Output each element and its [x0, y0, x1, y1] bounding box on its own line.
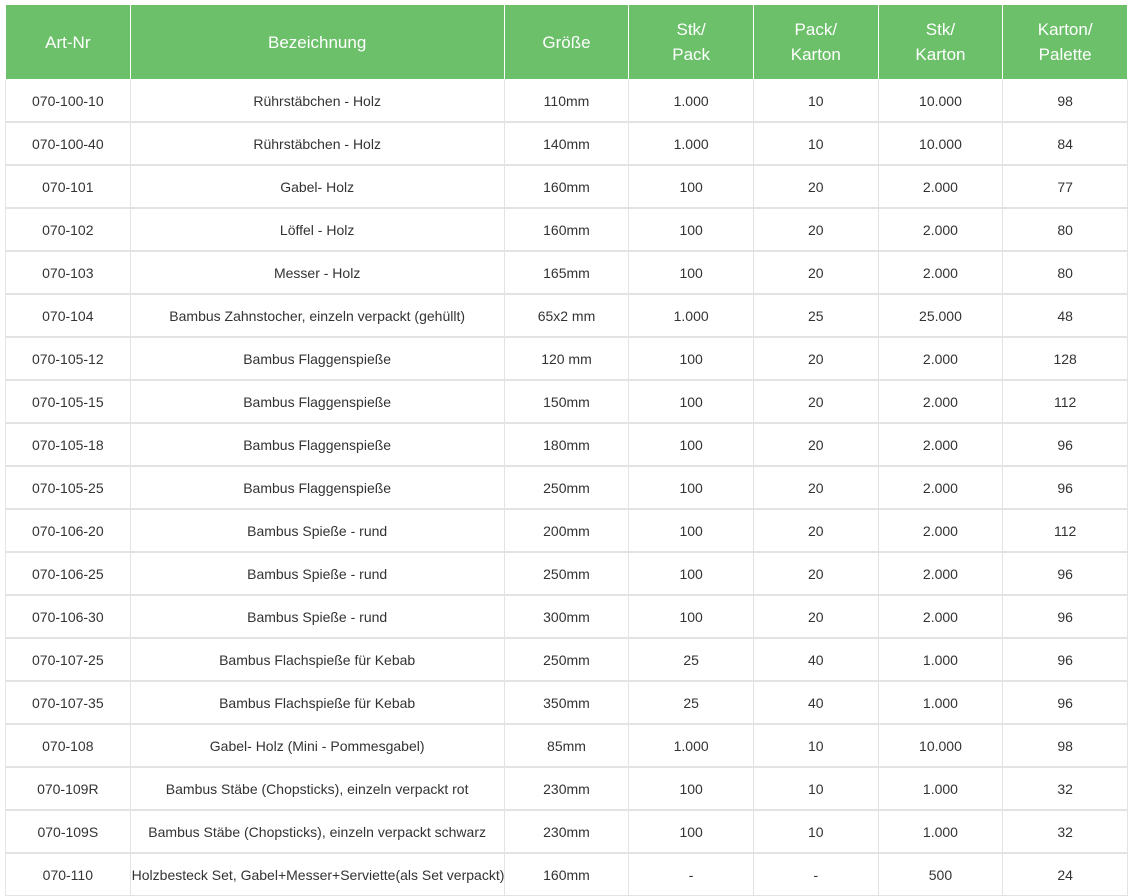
cell-pack-karton: 10 — [753, 80, 878, 123]
cell-karton-palette: 96 — [1003, 423, 1128, 466]
cell-stk-karton: 2.000 — [878, 251, 1003, 294]
cell-pack-karton: 20 — [753, 208, 878, 251]
cell-bezeichnung: Löffel - Holz — [130, 208, 504, 251]
cell-karton-palette: 112 — [1003, 509, 1128, 552]
cell-pack-karton: 40 — [753, 681, 878, 724]
cell-karton-palette: 32 — [1003, 810, 1128, 853]
cell-stk-karton: 2.000 — [878, 509, 1003, 552]
cell-stk-pack: 100 — [629, 165, 754, 208]
cell-bezeichnung: Bambus Flaggenspieße — [130, 423, 504, 466]
cell-karton-palette: 48 — [1003, 294, 1128, 337]
cell-pack-karton: 40 — [753, 638, 878, 681]
cell-pack-karton: - — [753, 853, 878, 896]
product-table — [5, 4, 1128, 896]
cell-bezeichnung: Bambus Flaggenspieße — [130, 337, 504, 380]
cell-stk-pack: 100 — [629, 208, 754, 251]
cell-groesse: 230mm — [504, 767, 629, 810]
header-karton-palette — [1003, 5, 1128, 80]
header-stk-pack — [629, 5, 754, 80]
cell-art-nr: 070-108 — [6, 724, 131, 767]
header-stk-karton-line1: Stk/ — [925, 20, 956, 39]
cell-karton-palette: 96 — [1003, 595, 1128, 638]
cell-bezeichnung: Bambus Spieße - rund — [130, 509, 504, 552]
cell-pack-karton: 20 — [753, 595, 878, 638]
product-table-container — [5, 4, 1128, 896]
cell-art-nr: 070-105-15 — [6, 380, 131, 423]
header-karton-palette-line1: Karton/ — [1037, 20, 1093, 39]
cell-stk-pack: 100 — [629, 595, 754, 638]
table-row — [6, 423, 1128, 466]
cell-pack-karton: 20 — [753, 552, 878, 595]
header-pack-karton — [753, 5, 878, 80]
cell-stk-karton: 25.000 — [878, 294, 1003, 337]
cell-art-nr: 070-109S — [6, 810, 131, 853]
cell-stk-pack: 25 — [629, 638, 754, 681]
cell-stk-pack: 1.000 — [629, 294, 754, 337]
cell-stk-pack: 100 — [629, 423, 754, 466]
table-row — [6, 294, 1128, 337]
cell-stk-karton: 2.000 — [878, 552, 1003, 595]
cell-art-nr: 070-102 — [6, 208, 131, 251]
table-row — [6, 380, 1128, 423]
cell-groesse: 85mm — [504, 724, 629, 767]
cell-karton-palette: 96 — [1003, 552, 1128, 595]
table-row — [6, 681, 1128, 724]
cell-karton-palette: 128 — [1003, 337, 1128, 380]
cell-art-nr: 070-105-12 — [6, 337, 131, 380]
header-pack-karton-line1: Pack/ — [794, 20, 838, 39]
cell-bezeichnung: Gabel- Holz — [130, 165, 504, 208]
cell-stk-pack: 100 — [629, 337, 754, 380]
cell-pack-karton: 20 — [753, 165, 878, 208]
table-row — [6, 810, 1128, 853]
cell-groesse: 250mm — [504, 638, 629, 681]
cell-bezeichnung: Bambus Flaggenspieße — [130, 466, 504, 509]
cell-bezeichnung: Messer - Holz — [130, 251, 504, 294]
cell-stk-karton: 2.000 — [878, 423, 1003, 466]
cell-stk-karton: 2.000 — [878, 466, 1003, 509]
cell-stk-karton: 500 — [878, 853, 1003, 896]
header-art-nr: Art-Nr — [6, 5, 131, 80]
table-row — [6, 251, 1128, 294]
cell-pack-karton: 20 — [753, 423, 878, 466]
cell-bezeichnung: Holzbesteck Set, Gabel+Messer+Serviette(als Set verpackt) — [130, 853, 504, 896]
cell-pack-karton: 25 — [753, 294, 878, 337]
header-stk-karton — [878, 5, 1003, 80]
table-row — [6, 509, 1128, 552]
cell-groesse: 300mm — [504, 595, 629, 638]
cell-pack-karton: 20 — [753, 466, 878, 509]
cell-bezeichnung: Bambus Spieße - rund — [130, 595, 504, 638]
header-pack-karton-line2: Karton — [790, 45, 841, 64]
cell-stk-karton: 2.000 — [878, 595, 1003, 638]
cell-karton-palette: 96 — [1003, 681, 1128, 724]
cell-stk-pack: 1.000 — [629, 724, 754, 767]
cell-art-nr: 070-105-18 — [6, 423, 131, 466]
cell-stk-pack: 100 — [629, 380, 754, 423]
cell-stk-pack: 100 — [629, 810, 754, 853]
cell-groesse: 350mm — [504, 681, 629, 724]
cell-groesse: 180mm — [504, 423, 629, 466]
cell-pack-karton: 10 — [753, 122, 878, 165]
table-row — [6, 552, 1128, 595]
table-row — [6, 466, 1128, 509]
cell-karton-palette: 112 — [1003, 380, 1128, 423]
cell-stk-pack: 100 — [629, 767, 754, 810]
cell-art-nr: 070-104 — [6, 294, 131, 337]
cell-art-nr: 070-106-25 — [6, 552, 131, 595]
cell-groesse: 140mm — [504, 122, 629, 165]
cell-bezeichnung: Bambus Flachspieße für Kebab — [130, 638, 504, 681]
cell-groesse: 200mm — [504, 509, 629, 552]
cell-stk-karton: 1.000 — [878, 681, 1003, 724]
cell-stk-karton: 10.000 — [878, 122, 1003, 165]
cell-art-nr: 070-105-25 — [6, 466, 131, 509]
table-row — [6, 80, 1128, 123]
cell-bezeichnung: Bambus Flaggenspieße — [130, 380, 504, 423]
header-groesse: Größe — [504, 5, 629, 80]
cell-bezeichnung: Bambus Stäbe (Chopsticks), einzeln verpackt rot — [130, 767, 504, 810]
table-row — [6, 595, 1128, 638]
cell-stk-pack: 100 — [629, 552, 754, 595]
cell-art-nr: 070-110 — [6, 853, 131, 896]
table-row — [6, 724, 1128, 767]
cell-karton-palette: 98 — [1003, 80, 1128, 123]
cell-karton-palette: 32 — [1003, 767, 1128, 810]
cell-groesse: 160mm — [504, 208, 629, 251]
cell-karton-palette: 24 — [1003, 853, 1128, 896]
cell-karton-palette: 98 — [1003, 724, 1128, 767]
cell-groesse: 160mm — [504, 853, 629, 896]
cell-stk-karton: 2.000 — [878, 380, 1003, 423]
cell-stk-pack: 1.000 — [629, 122, 754, 165]
cell-art-nr: 070-101 — [6, 165, 131, 208]
cell-stk-karton: 1.000 — [878, 767, 1003, 810]
cell-bezeichnung: Bambus Zahnstocher, einzeln verpackt (gehüllt) — [130, 294, 504, 337]
cell-art-nr: 070-106-20 — [6, 509, 131, 552]
cell-pack-karton: 10 — [753, 767, 878, 810]
cell-pack-karton: 10 — [753, 810, 878, 853]
header-karton-palette-line2: Palette — [1038, 45, 1092, 64]
cell-pack-karton: 10 — [753, 724, 878, 767]
cell-karton-palette: 80 — [1003, 208, 1128, 251]
cell-stk-pack: 25 — [629, 681, 754, 724]
cell-groesse: 165mm — [504, 251, 629, 294]
cell-groesse: 250mm — [504, 552, 629, 595]
cell-stk-pack: 1.000 — [629, 80, 754, 123]
cell-art-nr: 070-100-40 — [6, 122, 131, 165]
cell-groesse: 120 mm — [504, 337, 629, 380]
cell-stk-karton: 2.000 — [878, 337, 1003, 380]
header-bezeichnung: Bezeichnung — [130, 5, 504, 80]
cell-karton-palette: 77 — [1003, 165, 1128, 208]
cell-groesse: 110mm — [504, 80, 629, 123]
cell-pack-karton: 20 — [753, 337, 878, 380]
cell-bezeichnung: Bambus Spieße - rund — [130, 552, 504, 595]
table-row — [6, 767, 1128, 810]
cell-bezeichnung: Bambus Stäbe (Chopsticks), einzeln verpackt schwarz — [130, 810, 504, 853]
cell-art-nr: 070-100-10 — [6, 80, 131, 123]
cell-stk-karton: 1.000 — [878, 638, 1003, 681]
table-row — [6, 853, 1128, 896]
cell-bezeichnung: Bambus Flachspieße für Kebab — [130, 681, 504, 724]
table-row — [6, 638, 1128, 681]
cell-karton-palette: 84 — [1003, 122, 1128, 165]
cell-karton-palette: 96 — [1003, 638, 1128, 681]
cell-stk-pack: 100 — [629, 509, 754, 552]
cell-pack-karton: 20 — [753, 251, 878, 294]
cell-stk-pack: - — [629, 853, 754, 896]
table-row — [6, 122, 1128, 165]
header-stk-pack-line1: Stk/ — [676, 20, 706, 39]
cell-art-nr: 070-107-25 — [6, 638, 131, 681]
table-row — [6, 208, 1128, 251]
cell-art-nr: 070-109R — [6, 767, 131, 810]
header-stk-pack-line2: Pack — [672, 45, 711, 64]
table-body — [6, 80, 1128, 896]
cell-groesse: 150mm — [504, 380, 629, 423]
cell-bezeichnung: Rührstäbchen - Holz — [130, 122, 504, 165]
table-row — [6, 337, 1128, 380]
cell-karton-palette: 80 — [1003, 251, 1128, 294]
cell-stk-karton: 2.000 — [878, 208, 1003, 251]
cell-stk-karton: 10.000 — [878, 80, 1003, 123]
cell-groesse: 160mm — [504, 165, 629, 208]
cell-pack-karton: 20 — [753, 380, 878, 423]
cell-art-nr: 070-107-35 — [6, 681, 131, 724]
cell-groesse: 65x2 mm — [504, 294, 629, 337]
cell-stk-karton: 2.000 — [878, 165, 1003, 208]
cell-art-nr: 070-103 — [6, 251, 131, 294]
cell-bezeichnung: Rührstäbchen - Holz — [130, 80, 504, 123]
cell-groesse: 250mm — [504, 466, 629, 509]
cell-stk-karton: 1.000 — [878, 810, 1003, 853]
cell-stk-pack: 100 — [629, 251, 754, 294]
header-row — [6, 5, 1128, 80]
cell-karton-palette: 96 — [1003, 466, 1128, 509]
table-row — [6, 165, 1128, 208]
cell-groesse: 230mm — [504, 810, 629, 853]
cell-stk-pack: 100 — [629, 466, 754, 509]
header-stk-karton-line2: Karton — [915, 45, 966, 64]
cell-stk-karton: 10.000 — [878, 724, 1003, 767]
cell-bezeichnung: Gabel- Holz (Mini - Pommesgabel) — [130, 724, 504, 767]
cell-pack-karton: 20 — [753, 509, 878, 552]
cell-art-nr: 070-106-30 — [6, 595, 131, 638]
